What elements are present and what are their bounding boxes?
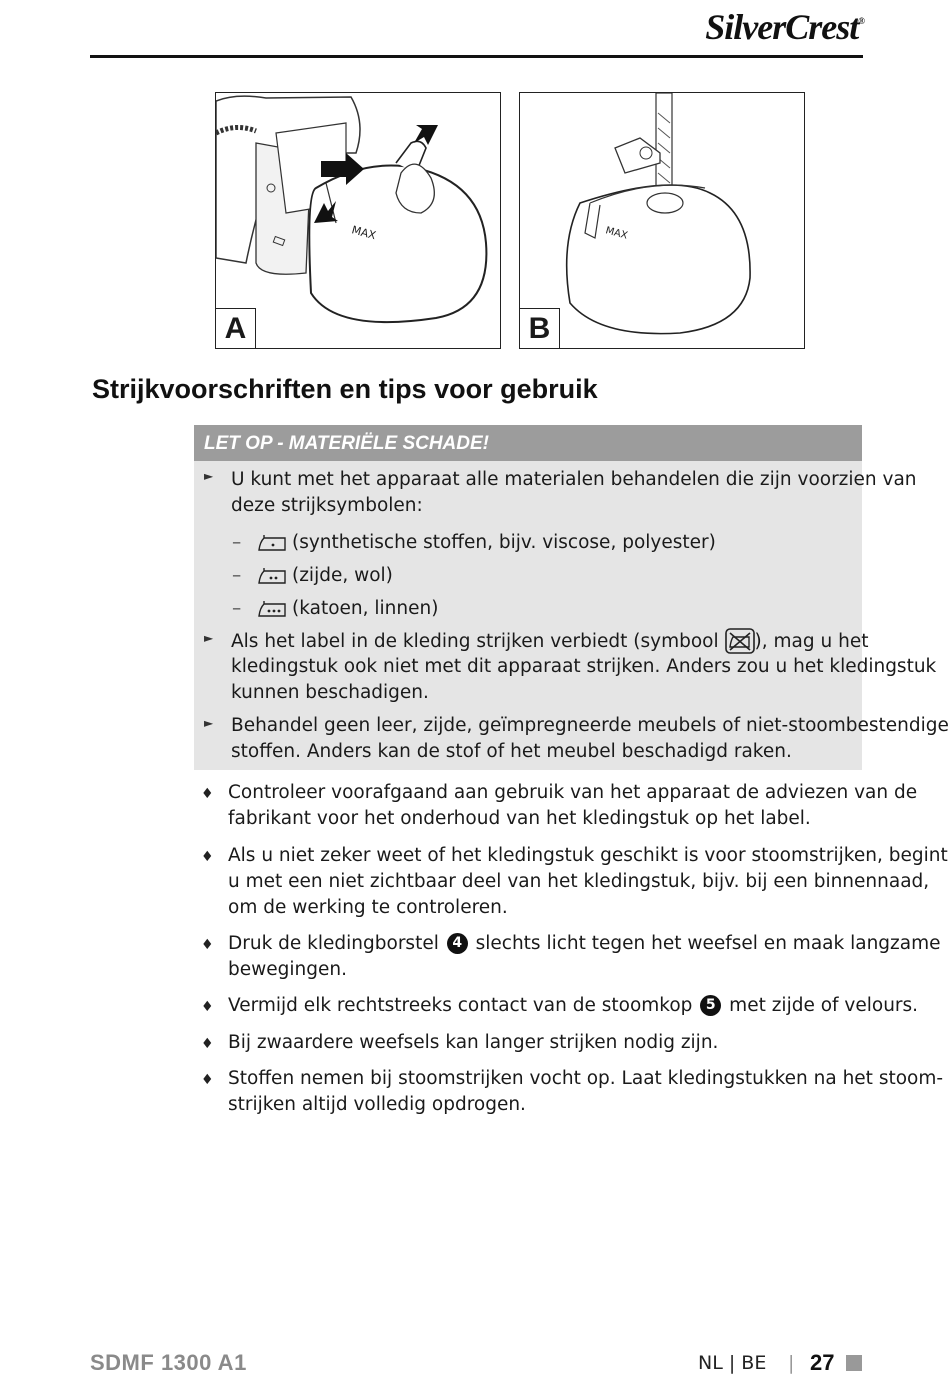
bullet4-line1: Vermijd elk rechtstreeks contact van de stoomkop 5 met zijde of velours. bbox=[228, 995, 919, 1016]
iron-two-dots-icon bbox=[258, 567, 288, 585]
bullet6-line2: strijken altijd volledig opdrogen. bbox=[228, 1094, 526, 1115]
callout-4-badge: 4 bbox=[447, 933, 468, 954]
warning-item2-line1: Als het label in de kleding strijken verbiedt (symbool ), mag u het bbox=[231, 628, 868, 655]
figure-a-illustration bbox=[216, 93, 502, 350]
footer-separator: | bbox=[788, 1352, 795, 1374]
warning-item1-line2: deze strijksymbolen: bbox=[231, 495, 423, 516]
dash-bullet: – bbox=[232, 532, 242, 553]
bullet2-line2: u met een niet zichtbaar deel van het kledingstuk, bijv. bij een binnennaad, bbox=[228, 871, 930, 892]
diamond-bullet-icon: ♦ bbox=[201, 999, 214, 1015]
bullet5-line1: Bij zwaardere weefsels kan langer strijken nodig zijn. bbox=[228, 1032, 719, 1053]
warning-item2-line3: kunnen beschadigen. bbox=[231, 682, 429, 703]
section-title: Strijkvoorschriften en tips voor gebruik bbox=[92, 374, 598, 404]
warning-box bbox=[194, 425, 949, 770]
figure-b-illustration bbox=[520, 93, 806, 350]
iron-three-dots-icon bbox=[258, 600, 288, 618]
symbol-cotton-row: (katoen, linnen) bbox=[258, 596, 438, 622]
footer-language: NL | BE bbox=[698, 1352, 767, 1374]
warning-title: LET OP - MATERIËLE SCHADE! bbox=[194, 425, 862, 461]
figure-b bbox=[519, 92, 805, 349]
triangle-bullet-icon: ► bbox=[204, 716, 214, 730]
diamond-bullet-icon: ♦ bbox=[201, 849, 214, 865]
bullet1-line2: fabrikant voor het onderhoud van het kledingstuk op het label. bbox=[228, 808, 811, 829]
warning-item2-line2: kledingstuk ook niet met dit apparaat strijken. Anders zou u het kledingstuk bbox=[231, 656, 937, 677]
bullet2-line1: Als u niet zeker weet of het kledingstuk geschikt is voor stoomstrijken, begint bbox=[228, 845, 948, 866]
warning-item3-line1: Behandel geen leer, zijde, geïmpregneerde meubels of niet-stoombestendige bbox=[231, 715, 949, 736]
brand-logo: SilverCrest® bbox=[705, 7, 864, 47]
header-rule bbox=[90, 55, 863, 58]
footer-model: SDMF 1300 A1 bbox=[90, 1350, 247, 1375]
dash-bullet: – bbox=[232, 598, 242, 619]
no-ironing-icon bbox=[725, 628, 755, 654]
bullet3-line2: bewegingen. bbox=[228, 959, 347, 980]
triangle-bullet-icon: ► bbox=[204, 631, 214, 645]
bullet1-line1: Controleer voorafgaand aan gebruik van het apparaat de adviezen van de bbox=[228, 782, 918, 803]
iron-one-dot-icon bbox=[258, 534, 288, 552]
callout-5-badge: 5 bbox=[700, 995, 721, 1016]
figure-a-label: A bbox=[216, 308, 256, 348]
bullet3-line1: Druk de kledingborstel 4 slechts licht tegen het weefsel en maak langzame bbox=[228, 933, 941, 954]
max-marking-b: MAX bbox=[604, 225, 629, 242]
triangle-bullet-icon: ► bbox=[204, 469, 214, 483]
page-number: 27 bbox=[810, 1350, 835, 1375]
figure-a bbox=[215, 92, 501, 349]
diamond-bullet-icon: ♦ bbox=[201, 937, 214, 953]
diamond-bullet-icon: ♦ bbox=[201, 1036, 214, 1052]
diamond-bullet-icon: ♦ bbox=[201, 786, 214, 802]
diamond-bullet-icon: ♦ bbox=[201, 1072, 214, 1088]
symbol-synthetic-row: (synthetische stoffen, bijv. viscose, polyester) bbox=[258, 530, 716, 556]
warning-item3-line2: stoffen. Anders kan de stof of het meubel beschadigd raken. bbox=[231, 741, 792, 762]
max-marking-a: MAX bbox=[350, 223, 378, 243]
footer-square-icon bbox=[846, 1355, 862, 1371]
dash-bullet: – bbox=[232, 565, 242, 586]
bullet2-line3: om de werking te controleren. bbox=[228, 897, 508, 918]
figure-b-label: B bbox=[520, 308, 560, 348]
warning-item1-line1: U kunt met het apparaat alle materialen behandelen die zijn voorzien van bbox=[231, 469, 917, 490]
bullet6-line1: Stoffen nemen bij stoomstrijken vocht op. Laat kledingstukken na het stoom- bbox=[228, 1068, 944, 1089]
symbol-silk-row: (zijde, wol) bbox=[258, 563, 393, 589]
